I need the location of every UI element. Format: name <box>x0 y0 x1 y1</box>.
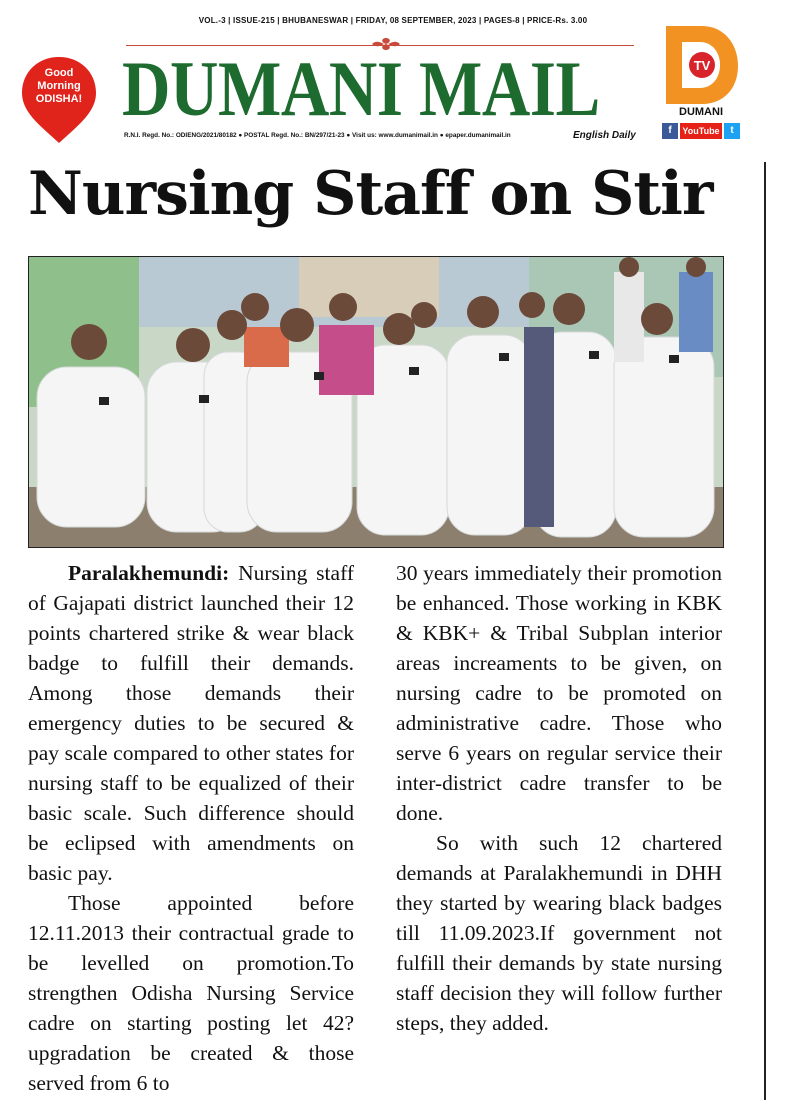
newspaper-masthead: DUMANI MAIL <box>122 45 600 132</box>
youtube-icon[interactable]: YouTube <box>680 123 722 139</box>
paragraph-1-text: Nursing staff of Gajapati district launched their 12 points chartered strike & wear black badge to fulfill their demands. Among those demands their emergency duties to be secured & pay scale compared to other states for nursing staff to be equalized of their basic scale. Such difference should be eclipsed with amendments on basic pay. <box>28 561 354 885</box>
article-headline: Nursing Staff on Stir <box>28 159 713 229</box>
badge-line-3: ODISHA! <box>35 93 83 105</box>
article-paragraph-2: Those appointed before 12.11.2013 their contractual grade to be levelled on promotion.To strengthen Odisha Nursing Service cadre on starting posting let 42? upgradation be created & those served from 6 to <box>28 891 354 1095</box>
tv-logo-name: DUMANI <box>679 106 723 118</box>
article-column-1 <box>28 558 354 1098</box>
twitter-icon[interactable]: t <box>724 123 740 139</box>
article-paragraph-1 <box>28 558 354 888</box>
registration-line: R.N.I. Regd. No.: ODIENG/2021/80182 ● POSTAL Regd. No.: BN/297/21-23 ● Visit us: www.dumanimail.in ● epaper.dumanimail.in <box>124 132 511 139</box>
badge-line-2: Morning <box>37 80 81 92</box>
column-rule <box>764 162 766 1100</box>
social-icons <box>662 121 742 141</box>
issue-info-line: VOL.-3 | ISSUE-215 | BHUBANESWAR | FRIDAY, 08 SEPTEMBER, 2023 | PAGES-8 | PRICE-Rs. 3.00 <box>198 16 588 25</box>
svg-text:TV: TV <box>693 58 711 73</box>
facebook-icon[interactable]: f <box>662 123 678 139</box>
edition-label: English Daily <box>573 130 636 141</box>
article-paragraph-3: 30 years immediately their promotion be enhanced. Those working in KBK & KBK+ & Tribal Subplan interior areas increaments to be given, on nursing cadre to be promoted on administrative cadre. Those who serve 6 years on regular service their inter-district cadre transfer to be done. <box>396 561 722 825</box>
article-paragraph-4: So with such 12 chartered demands at Paralakhemundi in DHH they started by wearing black badges till 11.09.2023.If government not fulfill their demands by state nursing staff decision they will follow further steps, they added. <box>396 831 722 1035</box>
dumani-tv-logo-icon <box>660 22 740 112</box>
nurses-group-photo <box>29 257 723 547</box>
article-photo <box>28 256 724 548</box>
article-column-2 <box>396 558 722 1038</box>
good-morning-odisha-badge <box>20 55 98 145</box>
dateline: Paralakhemundi: <box>68 561 230 585</box>
badge-line-1: Good <box>44 67 74 79</box>
